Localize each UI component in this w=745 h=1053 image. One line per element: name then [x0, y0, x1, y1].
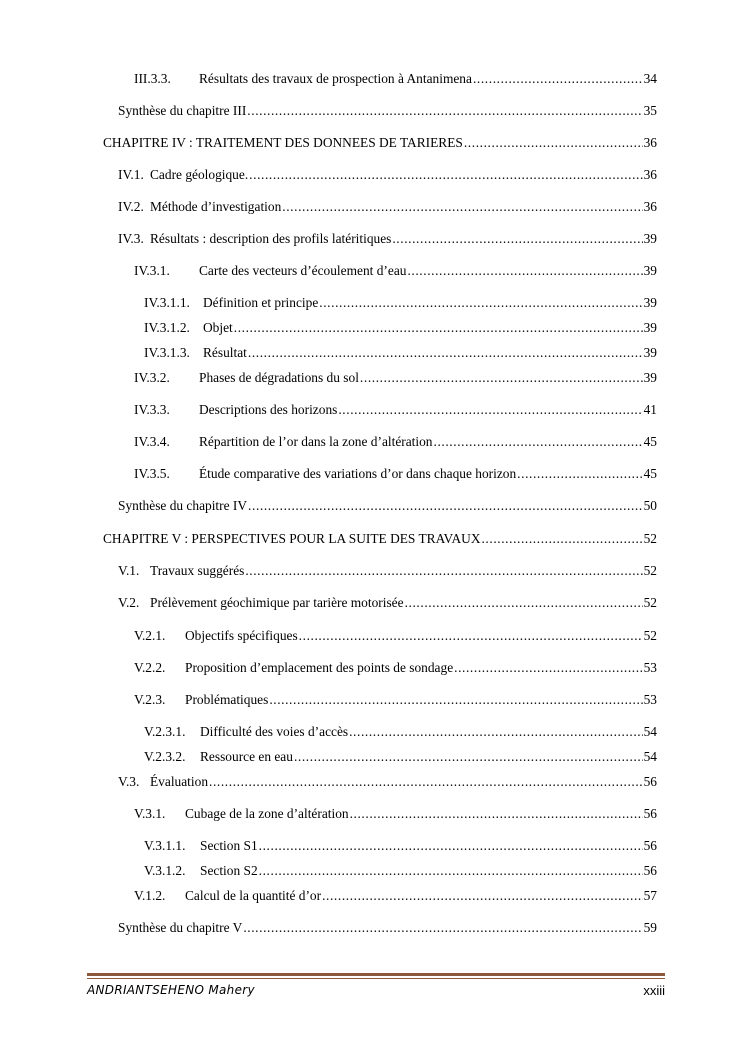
toc-entry[interactable]	[118, 595, 657, 611]
toc-entry-number: V.2.	[118, 595, 140, 610]
toc-leader	[245, 563, 642, 579]
toc-leader	[248, 498, 643, 514]
toc-entry[interactable]	[144, 320, 657, 336]
toc-entry-number: V.2.1.	[134, 628, 166, 643]
toc-entry-number: IV.3.5.	[134, 466, 170, 481]
toc-entry-page: 39	[643, 231, 657, 246]
toc-entry[interactable]	[144, 724, 657, 740]
toc-entry[interactable]	[134, 263, 657, 279]
toc-entry-page: 45	[643, 434, 657, 449]
toc-leader	[481, 531, 642, 547]
toc-leader	[299, 628, 643, 644]
toc-entry[interactable]	[134, 370, 657, 386]
toc-entry-title: Phases de dégradations du sol	[199, 370, 359, 385]
footer-author: ANDRIANTSEHENO Mahery	[87, 983, 255, 997]
toc-leader	[249, 167, 642, 183]
toc-entry-title: Cubage de la zone d’altération	[185, 806, 349, 821]
toc-entry[interactable]	[144, 295, 657, 311]
toc-entry[interactable]	[134, 806, 657, 822]
toc-entry-title: Résultats : description des profils latéritiques	[150, 231, 392, 246]
toc-entry-page: 50	[643, 498, 657, 513]
toc-entry[interactable]	[134, 692, 657, 708]
toc-entry-page: 36	[643, 167, 657, 182]
footer-page-number: xxiii	[643, 983, 665, 998]
toc-entry-number: IV.3.1.2.	[144, 320, 190, 335]
toc-entry-number: III.3.3.	[134, 71, 171, 86]
footer-rule-thin	[87, 978, 665, 979]
toc-entry-title: Cadre géologique.	[150, 167, 249, 182]
toc-entry[interactable]	[118, 774, 657, 790]
toc-entry-page: 52	[643, 563, 657, 578]
toc-entry-title: Synthèse du chapitre V	[118, 920, 243, 935]
toc-leader	[473, 71, 643, 87]
toc-leader	[248, 345, 643, 361]
toc-entry-title: Proposition d’emplacement des points de sondage	[185, 660, 454, 675]
toc-entry-title: Synthèse du chapitre IV	[118, 498, 248, 513]
toc-entry-title: CHAPITRE V : PERSPECTIVES POUR LA SUITE DES TRAVAUX	[103, 531, 481, 546]
toc-leader	[209, 774, 643, 790]
toc-entry-number: IV.3.1.3.	[144, 345, 190, 360]
toc-entry-number: IV.3.1.1.	[144, 295, 190, 310]
toc-entry-number: IV.3.2.	[134, 370, 170, 385]
toc-leader	[407, 263, 642, 279]
toc-entry-title: Travaux suggérés	[150, 563, 245, 578]
toc-entry-title: Section S2	[200, 863, 258, 878]
toc-entry-title: Prélèvement géochimique par tarière motorisée	[150, 595, 404, 610]
toc-entry-page: 39	[643, 320, 657, 335]
toc-entry-number: V.3.1.	[134, 806, 166, 821]
toc-entry[interactable]	[134, 660, 657, 676]
toc-entry-page: 56	[643, 863, 657, 878]
toc-entry[interactable]	[134, 402, 657, 418]
toc-entry-title: Répartition de l’or dans la zone d’altération	[199, 434, 433, 449]
toc-entry[interactable]	[118, 103, 657, 119]
toc-entry-page: 52	[643, 628, 657, 643]
toc-entry-title: Méthode d’investigation	[150, 199, 282, 214]
toc-entry-page: 56	[643, 774, 657, 789]
toc-entry-number: V.3.1.2.	[144, 863, 186, 878]
toc-entry[interactable]	[134, 466, 657, 482]
toc-entry-page: 34	[643, 71, 657, 86]
toc-entry-number: IV.3.3.	[134, 402, 170, 417]
toc-entry-number: IV.2.	[118, 199, 144, 214]
toc-entry[interactable]	[118, 563, 657, 579]
toc-entry-title: Carte des vecteurs d’écoulement d’eau	[199, 263, 407, 278]
toc-entry-page: 41	[643, 402, 657, 417]
footer-rule-thick	[87, 973, 665, 976]
toc-leader	[349, 724, 643, 740]
toc-entry-number: IV.3.4.	[134, 434, 170, 449]
toc-entry-page: 54	[643, 724, 657, 739]
toc-leader	[405, 595, 643, 611]
toc-entry-number: IV.1.	[118, 167, 144, 182]
toc-entry-title: Objectifs spécifiques	[185, 628, 298, 643]
toc-leader	[234, 320, 643, 336]
toc-entry-number: V.2.3.	[134, 692, 166, 707]
toc-entry-page: 52	[643, 595, 657, 610]
toc-entry[interactable]	[134, 888, 657, 904]
toc-entry-page: 39	[643, 295, 657, 310]
toc-entry[interactable]	[118, 498, 657, 514]
toc-entry[interactable]	[118, 920, 657, 936]
toc-entry-title: CHAPITRE IV : TRAITEMENT DES DONNEES DE TARIERES	[103, 135, 463, 150]
toc-entry[interactable]	[144, 838, 657, 854]
toc-leader	[294, 749, 643, 765]
toc-entry-page: 35	[643, 103, 657, 118]
toc-entry-page: 39	[643, 345, 657, 360]
toc-entry-page: 45	[643, 466, 657, 481]
toc-entry-title: Calcul de la quantité d’or	[185, 888, 322, 903]
toc-entry-page: 54	[643, 749, 657, 764]
toc-entry-title: Synthèse du chapitre III	[118, 103, 247, 118]
toc-entry-number: V.2.3.2.	[144, 749, 186, 764]
toc-leader	[464, 135, 643, 151]
toc-entry-number: IV.3.1.	[134, 263, 170, 278]
toc-entry-page: 56	[643, 838, 657, 853]
toc-entry-title: Difficulté des voies d’accès	[200, 724, 349, 739]
toc-entry[interactable]	[118, 167, 657, 183]
toc-leader	[269, 692, 642, 708]
toc-entry-title: Objet	[203, 320, 233, 335]
toc-entry[interactable]	[144, 863, 657, 879]
toc-entry-number: V.2.2.	[134, 660, 166, 675]
toc-entry[interactable]	[103, 135, 657, 151]
toc-leader	[282, 199, 642, 215]
toc-entry-title: Évaluation	[150, 774, 209, 789]
toc-entry-number: IV.3.	[118, 231, 144, 246]
toc-entry-title: Définition et principe	[203, 295, 319, 310]
toc-entry[interactable]	[134, 434, 657, 450]
toc-leader	[243, 920, 642, 936]
toc-entry-page: 53	[643, 660, 657, 675]
toc-leader	[338, 402, 642, 418]
toc-leader	[247, 103, 642, 119]
toc-leader	[517, 466, 642, 482]
toc-leader	[454, 660, 642, 676]
toc-entry-title: Résultats des travaux de prospection à Antanimena	[199, 71, 472, 86]
toc-entry-title: Étude comparative des variations d’or dans chaque horizon	[199, 466, 517, 481]
toc-leader	[322, 888, 643, 904]
toc-entry-page: 53	[643, 692, 657, 707]
toc-entry-title: Résultat	[203, 345, 247, 360]
toc-entry-number: V.3.1.1.	[144, 838, 186, 853]
toc-entry-page: 39	[643, 263, 657, 278]
toc-entry[interactable]	[144, 749, 657, 765]
toc-entry-number: V.1.	[118, 563, 140, 578]
toc-entry-title: Descriptions des horizons	[199, 402, 338, 417]
toc-entry[interactable]	[118, 199, 657, 215]
toc-entry-page: 59	[643, 920, 657, 935]
toc-leader	[259, 838, 643, 854]
toc-entry-number: V.2.3.1.	[144, 724, 186, 739]
toc-entry-page: 39	[643, 370, 657, 385]
toc-leader	[259, 863, 643, 879]
toc-entry-page: 52	[643, 531, 657, 546]
toc-leader	[434, 434, 643, 450]
toc-entry[interactable]	[144, 345, 657, 361]
toc-entry[interactable]	[134, 628, 657, 644]
toc-leader	[350, 806, 643, 822]
toc-entry[interactable]	[118, 231, 657, 247]
toc-entry-number: V.1.2.	[134, 888, 166, 903]
toc-leader	[360, 370, 643, 386]
toc-entry-page: 57	[643, 888, 657, 903]
toc-entry-page: 36	[643, 135, 657, 150]
toc-entry[interactable]	[103, 531, 657, 547]
toc-entry-page: 56	[643, 806, 657, 821]
toc-entry-page: 36	[643, 199, 657, 214]
toc-entry[interactable]	[134, 71, 657, 87]
toc-leader	[319, 295, 642, 311]
toc-entry-number: V.3.	[118, 774, 140, 789]
toc-entry-title: Ressource en eau	[200, 749, 293, 764]
toc-entry-title: Section S1	[200, 838, 258, 853]
toc-entry-title: Problématiques	[185, 692, 269, 707]
toc-leader	[392, 231, 642, 247]
